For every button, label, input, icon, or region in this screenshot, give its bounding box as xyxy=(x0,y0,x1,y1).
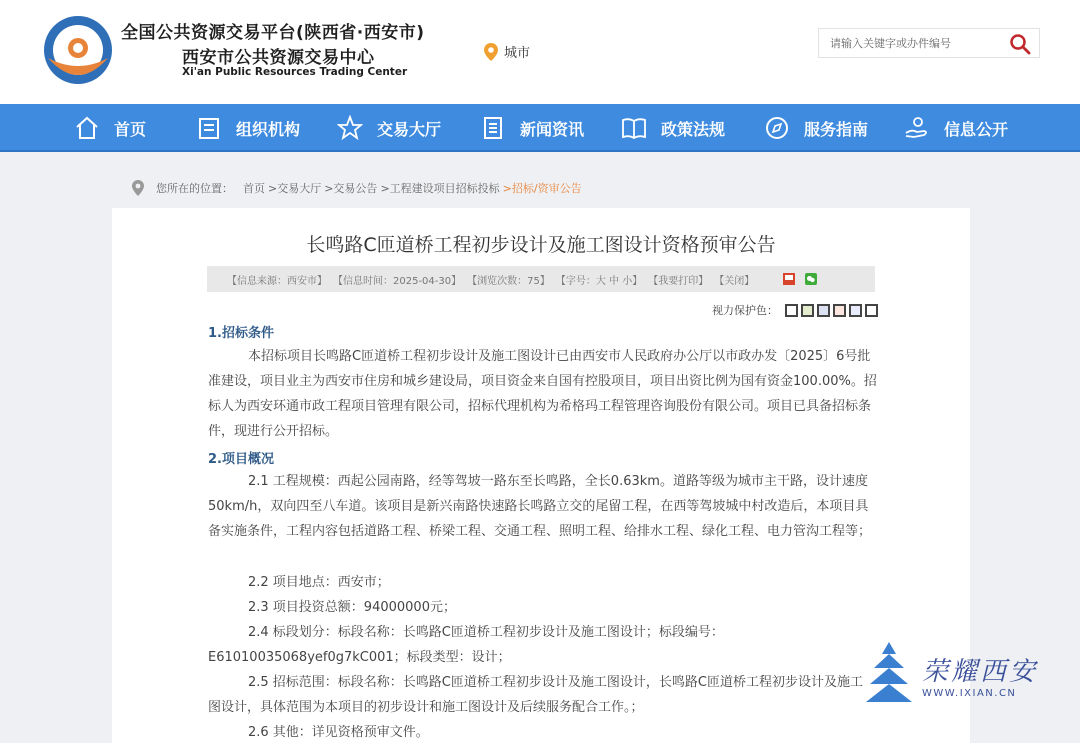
location-pin-icon xyxy=(484,43,498,61)
section2-heading: 2.项目概况 xyxy=(208,452,274,467)
site-title: 全国公共资源交易平台(陕西省·西安市) xyxy=(121,23,425,43)
search-icon[interactable] xyxy=(1009,33,1031,55)
nav-item-home[interactable] xyxy=(74,104,146,152)
vision-label: 视力保护色： xyxy=(712,304,778,317)
site-english-name: Xi'an Public Resources Trading Center xyxy=(182,66,408,78)
section2-5-line-b: 图设计，具体范围为本项目的初步设计和施工图设计及后续服务配合工作。； xyxy=(208,700,644,715)
section2-5-line-a: 2.5 招标范围：标段名称：长鸣路C匝道桥工程初步设计及施工图设计，长鸣路C匝道桥工程初步设计及施工 xyxy=(248,675,863,690)
nav-label: 新闻资讯 xyxy=(520,119,585,139)
pdf-icon[interactable] xyxy=(782,272,796,286)
breadcrumb-prefix: 您所在的位置： xyxy=(156,182,233,195)
star-icon xyxy=(337,115,363,141)
document-icon xyxy=(480,115,506,141)
meta-source: 【信息来源：西安市】 xyxy=(227,275,327,287)
watermark-url: WWW.IXIAN.CN xyxy=(922,688,1017,699)
vision-protection-colors xyxy=(712,302,878,318)
vision-swatch-lavender[interactable] xyxy=(849,304,862,317)
home-icon xyxy=(74,115,100,141)
site-logo-icon[interactable] xyxy=(40,14,116,86)
nav-label: 交易大厅 xyxy=(377,119,442,139)
nav-label: 服务指南 xyxy=(804,119,869,139)
building-icon xyxy=(196,115,222,141)
book-icon xyxy=(621,115,647,141)
nav-item-info-disclosure[interactable] xyxy=(904,104,1008,152)
meta-views: 【浏览次数：75】 xyxy=(467,275,550,287)
nav-item-trading-hall[interactable] xyxy=(337,104,441,152)
section2-3-line: 2.3 项目投资总额：94000000元； xyxy=(248,600,456,615)
hand-icon xyxy=(904,115,930,141)
nav-item-organization[interactable] xyxy=(196,104,300,152)
article-meta-bar xyxy=(207,266,875,292)
breadcrumb-item-home[interactable]: 首页 xyxy=(243,182,265,195)
section2-4-line-a: 2.4 标段划分：标段名称：长鸣路C匝道桥工程初步设计及施工图设计；标段编号： xyxy=(248,625,724,640)
vision-swatch-green[interactable] xyxy=(801,304,814,317)
nav-label: 信息公开 xyxy=(944,119,1009,139)
section1-heading: 1.招标条件 xyxy=(208,326,274,341)
vision-swatch-white[interactable] xyxy=(785,304,798,317)
article-title: 长鸣路C匝道桥工程初步设计及施工图设计资格预审公告 xyxy=(306,234,776,256)
nav-label: 组织机构 xyxy=(236,119,301,139)
article-panel xyxy=(112,208,970,743)
watermark xyxy=(864,640,1038,710)
site-subtitle: 西安市公共资源交易中心 xyxy=(182,48,375,68)
nav-item-service-guide[interactable] xyxy=(764,104,868,152)
section2-6-line: 2.6 其他：详见资格预审文件。 xyxy=(248,725,429,740)
watermark-text: 荣耀西安 xyxy=(922,657,1039,687)
nav-item-news[interactable] xyxy=(480,104,584,152)
site-header xyxy=(0,0,1080,104)
vision-swatch-pink[interactable] xyxy=(833,304,846,317)
meta-font-size[interactable]: 【字号：大 中 小】 xyxy=(555,275,643,287)
breadcrumb-item-current[interactable]: >招标/资审公告 xyxy=(502,182,582,195)
city-label: 城市 xyxy=(504,46,531,61)
pagoda-logo-icon xyxy=(864,640,914,710)
main-nav xyxy=(0,104,1080,152)
location-pin-icon xyxy=(132,180,144,196)
section2-4-line-b: E61010035068yef0g7kC001；标段类型：设计； xyxy=(208,650,511,665)
nav-label: 政策法规 xyxy=(661,119,726,139)
breadcrumb-item-trading-hall[interactable]: >交易大厅 xyxy=(268,182,322,195)
breadcrumb xyxy=(132,180,585,196)
search-box xyxy=(818,28,1040,58)
section2-1-paragraph: 2.1 工程规模：西起公园南路，经等驾坡一路东至长鸣路，全长0.63km。道路等级为城市主干路，设计速度50km/h，双向四至八车道。该项目是新兴南路快速路长鸣路立交的尾留工程，在西等驾坡城中村改造后，本项目具备实施条件，工程内容包括道路工程、桥梁工程、交通工程、照明工程、给排水工程、绿化工程、电力管沟工程等； xyxy=(208,474,872,539)
breadcrumb-item-construction[interactable]: >工程建设项目招标投标 xyxy=(380,182,500,195)
vision-swatch-blue[interactable] xyxy=(817,304,830,317)
city-selector[interactable] xyxy=(484,42,530,61)
meta-print[interactable]: 【我要打印】 xyxy=(648,275,709,287)
breadcrumb-item-announcements[interactable]: >交易公告 xyxy=(324,182,378,195)
meta-time: 【信息时间：2025-04-30】 xyxy=(333,275,462,287)
nav-label: 首页 xyxy=(114,119,147,139)
section2-2-line: 2.2 项目地点：西安市； xyxy=(248,575,390,590)
compass-icon xyxy=(764,115,790,141)
wechat-icon[interactable] xyxy=(804,272,818,286)
search-input[interactable] xyxy=(819,29,1001,57)
nav-item-policy[interactable] xyxy=(621,104,725,152)
meta-close[interactable]: 【关闭】 xyxy=(714,275,755,287)
vision-swatch-default[interactable] xyxy=(865,304,878,317)
section1-paragraph: 本招标项目长鸣路C匝道桥工程初步设计及施工图设计已由西安市人民政府办公厅以市政办发〔2025〕6号批准建设，项目业主为西安市住房和城乡建设局，项目资金来自国有控股项目，项目出资比例为国有资金100.00%。招标人为西安环通市政工程项目管理有限公司，招标代理机构为希格玛工程管理咨询股份有限公司。项目已具备招标条件，现进行公开招标。 xyxy=(208,349,877,439)
